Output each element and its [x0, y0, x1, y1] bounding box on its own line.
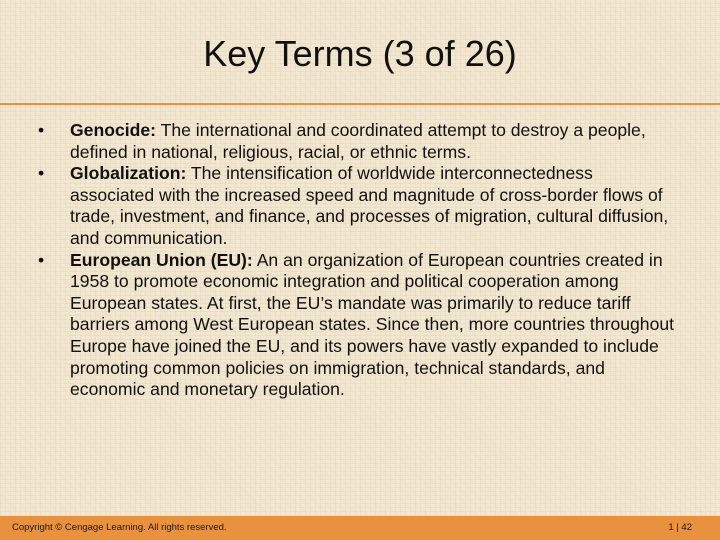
bullet-marker: •	[38, 120, 45, 140]
page-number: 1 | 42	[668, 522, 692, 533]
term-definition: The intensification of worldwide interconnectedness associated with the increased speed and magnitude of cross-border flows of trade, investment, and finance, and processes of migration, cultural diffusion, and communication.	[70, 163, 669, 248]
footer-bar	[0, 516, 720, 540]
list-item-european-union	[30, 250, 680, 401]
list-item-genocide	[30, 120, 680, 163]
term-name: Globalization:	[70, 163, 187, 184]
key-terms-list	[30, 120, 680, 401]
term-definition: The international and coordinated attempt to destroy a people, defined in national, religious, racial, or ethnic terms.	[70, 120, 646, 162]
term-definition: An an organization of European countries created in 1958 to promote economic integration and political cooperation among European states. At first, the EU’s mandate was primarily to reduce tariff barriers among West European states. Since then, more countries throughout Europe have joined the EU, and its powers have vastly expanded to include promoting common policies on immigration, technical standards, and economic and monetary regulation.	[70, 249, 675, 400]
term-name: Genocide:	[70, 120, 157, 140]
bullet-marker: •	[38, 249, 45, 270]
title-divider	[0, 103, 720, 105]
term-name: European Union (EU):	[70, 249, 253, 270]
list-item-globalization	[30, 163, 680, 249]
slide-title: Key Terms (3 of 26)	[203, 33, 517, 74]
copyright-notice: Copyright © Cengage Learning. All rights reserved.	[12, 522, 227, 533]
bullet-marker: •	[38, 163, 45, 184]
